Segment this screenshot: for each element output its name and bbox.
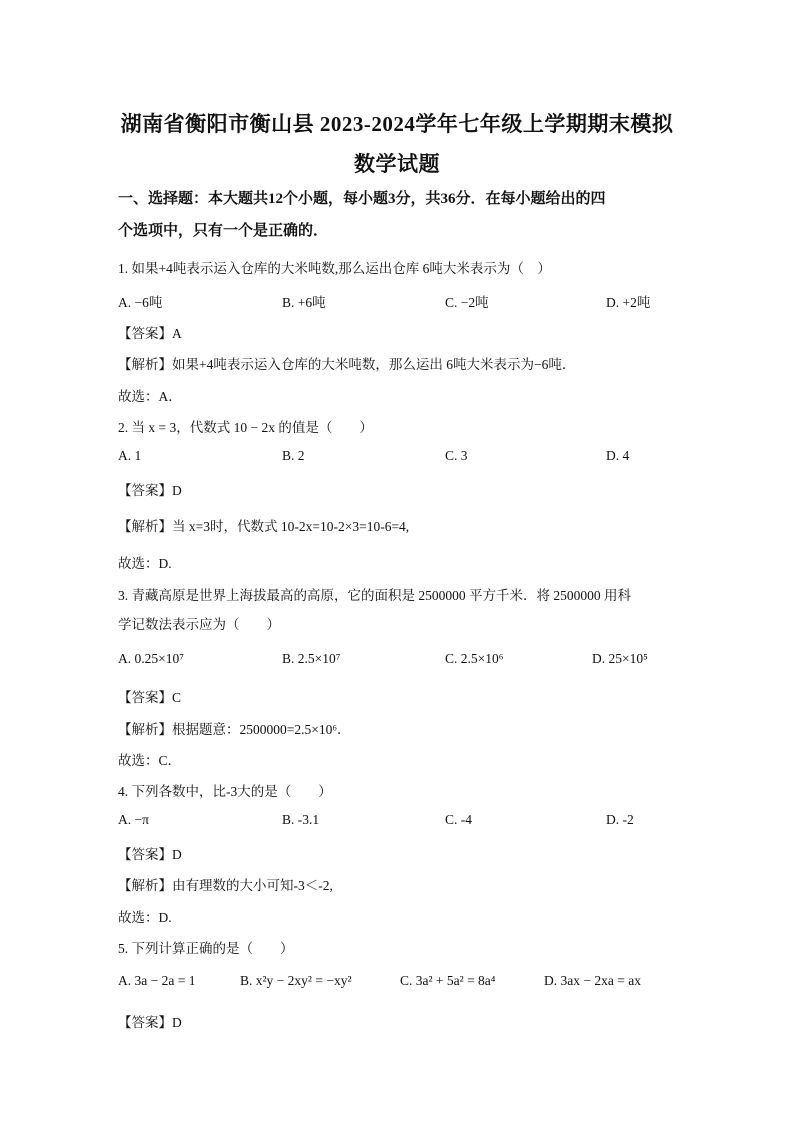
- q4-answer: 【答案】D: [118, 847, 182, 862]
- q3-option-c: C. 2.5×10⁶: [445, 651, 504, 666]
- q1-stem: 1. 如果+4吨表示运入仓库的大米吨数,那么运出仓库 6吨大米表示为（ ）: [118, 261, 551, 276]
- doc-title: 湖南省衡阳市衡山县 2023-2024学年七年级上学期期末模拟: [120, 112, 674, 136]
- q2-answer: 【答案】D: [118, 483, 182, 498]
- q3-option-d: D. 25×10⁵: [592, 651, 648, 666]
- q1-option-c: C. −2吨: [445, 295, 489, 310]
- q1-option-b: B. +6吨: [282, 295, 326, 310]
- q4-choose: 故选：D.: [118, 910, 172, 925]
- q5-option-a: A. 3a − 2a = 1: [118, 973, 196, 988]
- q1-analysis: 【解析】如果+4吨表示运入仓库的大米吨数，那么运出 6吨大米表示为−6吨．: [118, 357, 576, 372]
- q5-option-b: B. x²y − 2xy² = −xy²: [240, 973, 352, 988]
- q3-option-b: B. 2.5×10⁷: [282, 651, 341, 666]
- q3-stem-line2: 学记数法表示应为（ ）: [118, 617, 280, 632]
- q4-stem: 4. 下列各数中，比-3大的是（ ）: [118, 784, 332, 799]
- q3-stem-line1: 3. 青藏高原是世界上海拔最高的高原，它的面积是 2500000 平方千米．将 2500000 用科: [118, 588, 631, 603]
- q4-option-c: C. -4: [445, 812, 472, 827]
- q3-analysis: 【解析】根据题意：2500000=2.5×10⁶．: [118, 722, 351, 737]
- q3-answer: 【答案】C: [118, 690, 182, 705]
- q1-option-d: D. +2吨: [606, 295, 651, 310]
- section-heading-line1: 一、选择题：本大题共12个小题，每小题3分，共36分．在每小题给出的四: [118, 191, 606, 207]
- q5-option-d: D. 3ax − 2xa = ax: [544, 973, 641, 988]
- q5-stem: 5. 下列计算正确的是（ ）: [118, 941, 294, 956]
- q4-option-a: A. −π: [118, 812, 149, 827]
- q2-option-c: C. 3: [445, 448, 468, 463]
- q4-option-b: B. -3.1: [282, 812, 320, 827]
- q2-choose: 故选：D.: [118, 556, 172, 571]
- q5-option-c: C. 3a² + 5a² = 8a⁴: [400, 973, 496, 988]
- q2-option-d: D. 4: [606, 448, 630, 463]
- q2-option-b: B. 2: [282, 448, 305, 463]
- q5-answer: 【答案】D: [118, 1015, 182, 1030]
- q3-option-a: A. 0.25×10⁷: [118, 651, 184, 666]
- q2-stem: 2. 当 x = 3，代数式 10 − 2x 的值是（ ）: [118, 420, 373, 435]
- q3-choose: 故选：C．: [118, 753, 182, 768]
- q4-option-d: D. -2: [606, 812, 634, 827]
- q2-option-a: A. 1: [118, 448, 142, 463]
- q1-option-a: A. −6吨: [118, 295, 163, 310]
- q2-analysis: 【解析】当 x=3时，代数式 10-2x=10-2×3=10-6=4,: [118, 519, 410, 534]
- q4-analysis: 【解析】由有理数的大小可知-3＜-2,: [118, 878, 333, 893]
- section-heading-line2: 个选项中，只有一个是正确的．: [118, 223, 329, 239]
- doc-subtitle: 数学试题: [354, 152, 440, 176]
- q1-answer: 【答案】A: [118, 326, 182, 341]
- q1-choose: 故选：A．: [118, 389, 182, 404]
